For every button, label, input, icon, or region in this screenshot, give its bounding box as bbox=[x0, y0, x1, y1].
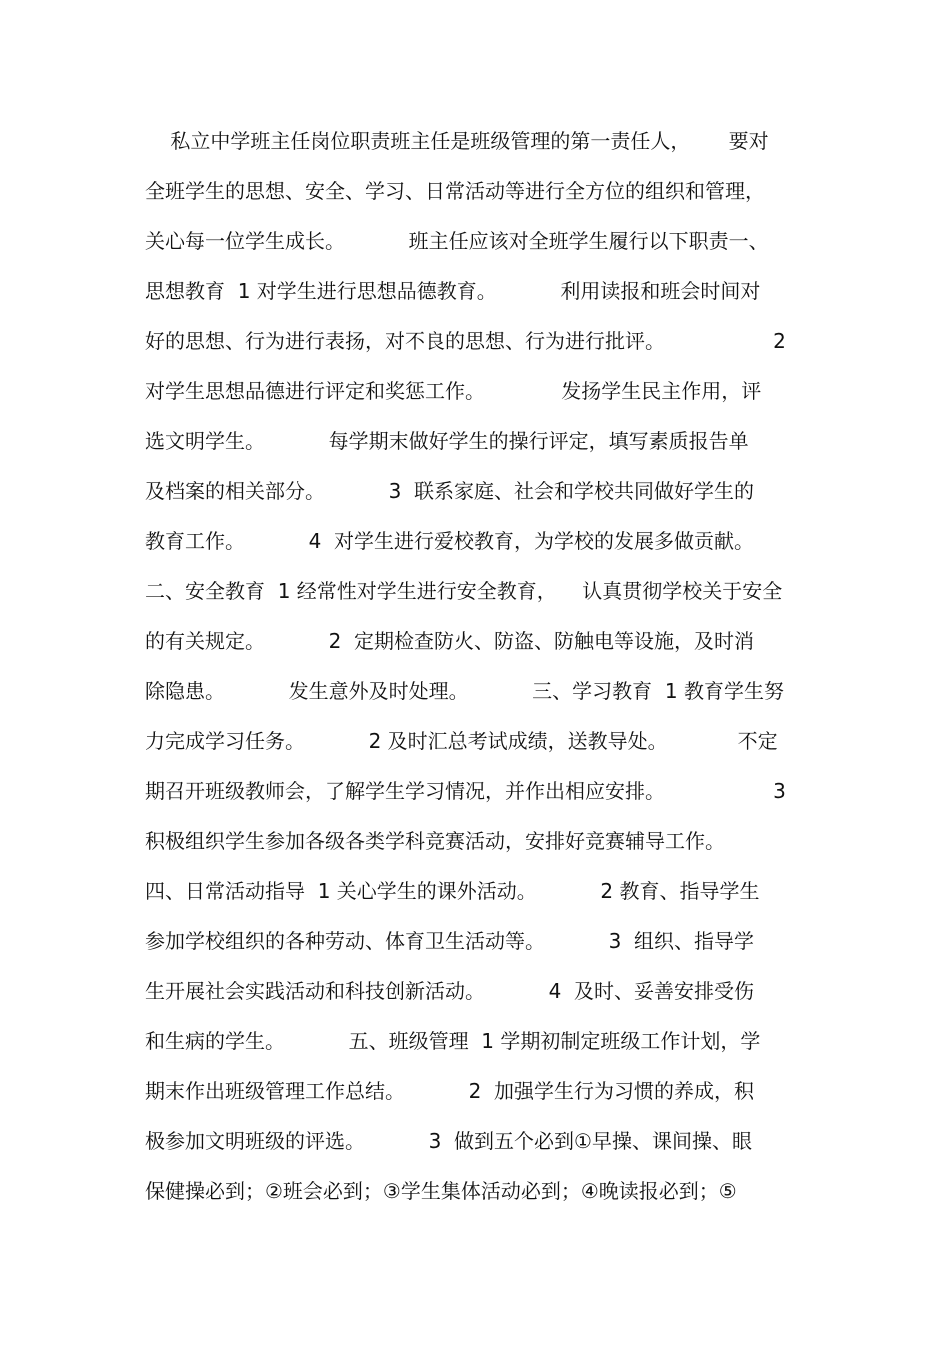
text-line: 极参加文明班级的评选。 3 做到五个必到①早操、课间操、眼 bbox=[145, 1129, 752, 1153]
text-line: 除隐患。 发生意外及时处理。 三、学习教育 1 教育学生努 bbox=[145, 679, 784, 703]
text-line: 对学生思想品德进行评定和奖惩工作。 发扬学生民主作用，评 bbox=[145, 379, 762, 403]
text-line: 期召开班级教师会，了解学生学习情况，并作出相应安排。 3 bbox=[145, 779, 786, 803]
text-line: 二、安全教育 1 经常性对学生进行安全教育， 认真贯彻学校关于安全 bbox=[145, 579, 783, 603]
text-line: 生开展社会实践活动和科技创新活动。 4 及时、妥善安排受伤 bbox=[145, 979, 755, 1003]
text-line: 全班学生的思想、安全、学习、日常活动等进行全方位的组织和管理， bbox=[145, 179, 765, 203]
text-line: 力完成学习任务。 2 及时汇总考试成绩，送教导处。 不定 bbox=[145, 729, 778, 753]
text-line: 好的思想、行为进行表扬，对不良的思想、行为进行批评。 2 bbox=[145, 329, 786, 353]
text-line: 四、日常活动指导 1 关心学生的课外活动。 2 教育、指导学生 bbox=[145, 879, 760, 903]
text-line: 及档案的相关部分。 3 联系家庭、社会和学校共同做好学生的 bbox=[145, 479, 755, 503]
text-line: 参加学校组织的各种劳动、体育卫生活动等。 3 组织、指导学 bbox=[145, 929, 755, 953]
text-line: 私立中学班主任岗位职责班主任是班级管理的第一责任人， 要对 bbox=[145, 129, 769, 153]
text-line: 思想教育 1 对学生进行思想品德教育。 利用读报和班会时间对 bbox=[145, 279, 761, 303]
text-line: 和生病的学生。 五、班级管理 1 学期初制定班级工作计划，学 bbox=[145, 1029, 761, 1053]
text-line: 保健操必到；②班会必到；③学生集体活动必到；④晚读报必到；⑤ bbox=[145, 1179, 737, 1203]
text-line: 积极组织学生参加各级各类学科竞赛活动，安排好竞赛辅导工作。 bbox=[145, 829, 725, 853]
text-line: 选文明学生。 每学期末做好学生的操行评定，填写素质报告单 bbox=[145, 429, 749, 453]
text-line: 的有关规定。 2 定期检查防火、防盗、防触电等设施，及时消 bbox=[145, 629, 755, 653]
text-line: 期末作出班级管理工作总结。 2 加强学生行为习惯的养成，积 bbox=[145, 1079, 755, 1103]
text-line: 教育工作。 4 对学生进行爱校教育，为学校的发展多做贡献。 bbox=[145, 529, 755, 553]
text-line: 关心每一位学生成长。 班主任应该对全班学生履行以下职责一、 bbox=[145, 229, 769, 253]
